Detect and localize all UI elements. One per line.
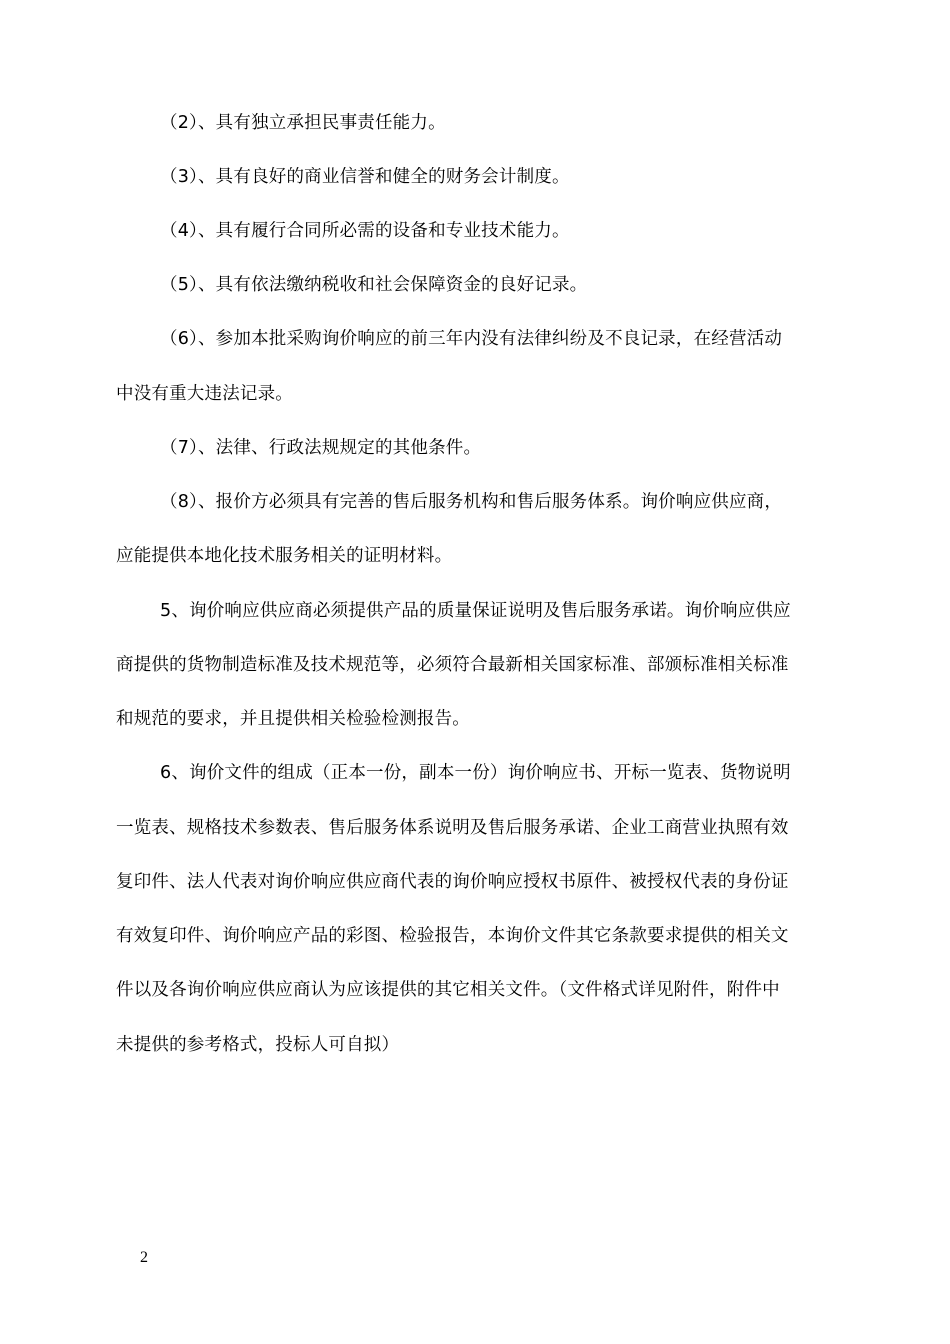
text-line: （8）、报价方必须具有完善的售后服务机构和售后服务体系。询价响应供应商， [160,492,783,512]
page-number: 2 [140,1249,148,1266]
text-line: （6）、参加本批采购询价响应的前三年内没有法律纠纷及不良记录，在经营活动 [160,329,783,349]
text-line: （7）、法律、行政法规规定的其他条件。 [160,438,482,458]
text-line: （5）、具有依法缴纳税收和社会保障资金的良好记录。 [160,275,588,295]
text-line: 未提供的参考格式，投标人可自拟） [116,1035,400,1055]
text-line: 商提供的货物制造标准及技术规范等，必须符合最新相关国家标准、部颁标准相关标准 [116,655,789,675]
text-line: 有效复印件、询价响应产品的彩图、检验报告，本询价文件其它条款要求提供的相关文 [116,926,789,946]
text-line: （3）、具有良好的商业信誉和健全的财务会计制度。 [160,167,570,187]
text-line: 5、询价响应供应商必须提供产品的质量保证说明及售后服务承诺。询价响应供应 [160,601,791,621]
text-line: 6、询价文件的组成（正本一份，副本一份）询价响应书、开标一览表、货物说明 [160,763,791,783]
text-line: 和规范的要求，并且提供相关检验检测报告。 [116,709,470,729]
text-line: 应能提供本地化技术服务相关的证明材料。 [116,546,453,566]
text-line: （2）、具有独立承担民事责任能力。 [160,113,446,133]
text-line: 一览表、规格技术参数表、售后服务体系说明及售后服务承诺、企业工商营业执照有效 [116,818,789,838]
text-line: （4）、具有履行合同所必需的设备和专业技术能力。 [160,221,570,241]
text-line: 复印件、法人代表对询价响应供应商代表的询价响应授权书原件、被授权代表的身份证 [116,872,789,892]
text-line: 件以及各询价响应供应商认为应该提供的其它相关文件。（文件格式详见附件，附件中 [116,980,780,1000]
text-line: 中没有重大违法记录。 [116,384,293,404]
